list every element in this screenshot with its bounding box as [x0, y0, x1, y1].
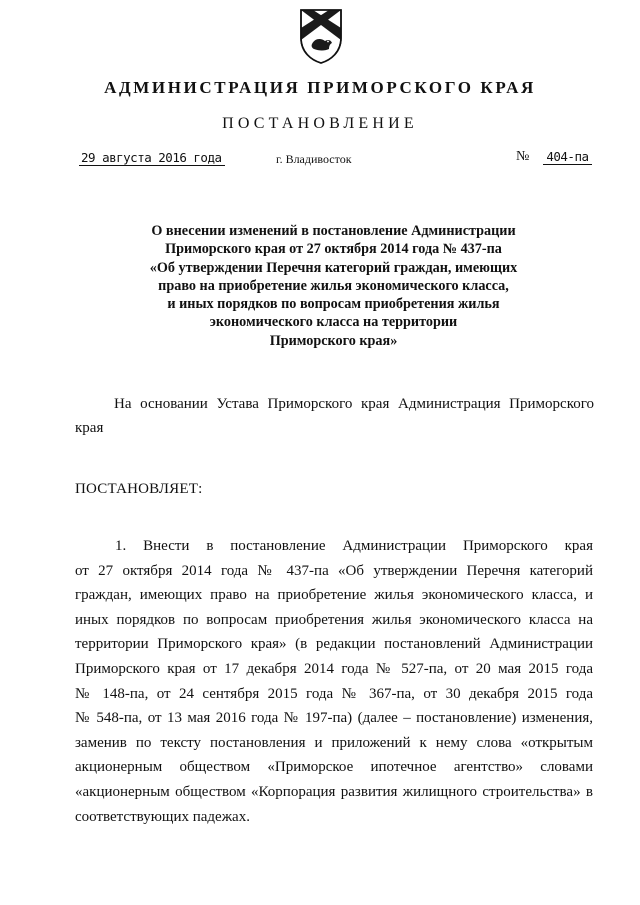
item-line: «акционерным обществом «Корпорация развития жилищного строительства» в	[75, 783, 593, 800]
item-line: территории Приморского края» (в редакции постановлений Администрации	[75, 636, 593, 653]
document-subject	[0, 222, 640, 350]
item-line: Приморского края от 17 декабря 2014 года № 527-па, от 20 мая 2015 года	[75, 660, 593, 677]
number-sign: №	[516, 149, 530, 164]
document-date: 29 августа 2016 года	[79, 150, 225, 166]
item-line: граждан, имеющих право на приобретение жилья экономического класса, и	[75, 587, 593, 604]
document-type: ПОСТАНОВЛЕНИЕ	[222, 115, 418, 132]
item-line: № 148-па, от 24 сентября 2015 года № 367-па, от 30 декабря 2015 года	[75, 685, 593, 702]
basis-paragraph-line: На основании Устава Приморского края Администрация Приморского	[114, 396, 594, 412]
item-line: соответствующих падежах.	[75, 808, 250, 825]
item-line: акционерным обществом «Приморское ипотечное агентство» словами	[75, 759, 593, 776]
subject-line: право на приобретение жилья экономического класса,	[158, 277, 509, 294]
organization-title: АДМИНИСТРАЦИЯ ПРИМОРСКОГО КРАЯ	[104, 78, 536, 97]
document-number-block	[516, 149, 592, 165]
subject-line: экономического класса на территории	[209, 314, 458, 331]
resolve-heading: ПОСТАНОВЛЯЕТ:	[75, 481, 203, 497]
item-line: иных порядков по вопросам приобретения жилья экономического класса на	[75, 611, 593, 628]
subject-line: «Об утверждении Перечня категорий граждан, имеющих	[149, 259, 518, 276]
document-city: г. Владивосток	[276, 152, 352, 166]
coat-of-arms-icon	[299, 8, 343, 64]
document-number: 404-па	[543, 149, 591, 165]
item-line: № 548-па, от 13 мая 2016 года № 197-па) (далее – постановление) изменения,	[75, 710, 593, 727]
item-line: заменив по тексту постановления и приложений к нему слова «открытым	[75, 734, 593, 751]
basis-paragraph-line: края	[75, 420, 104, 436]
item-1-paragraph	[75, 534, 593, 829]
subject-line: Приморского края от 27 октября 2014 года № 437-па	[165, 241, 502, 258]
subject-line: О внесении изменений в постановление Администрации	[151, 223, 516, 239]
item-line: от 27 октября 2014 года № 437-па «Об утверждении Перечня категорий	[75, 562, 593, 579]
subject-line: и иных порядков по вопросам приобретения жилья	[167, 296, 500, 313]
subject-line: Приморского края»	[269, 332, 398, 349]
item-line: 1. Внести в постановление Администрации Приморского края	[115, 538, 593, 554]
